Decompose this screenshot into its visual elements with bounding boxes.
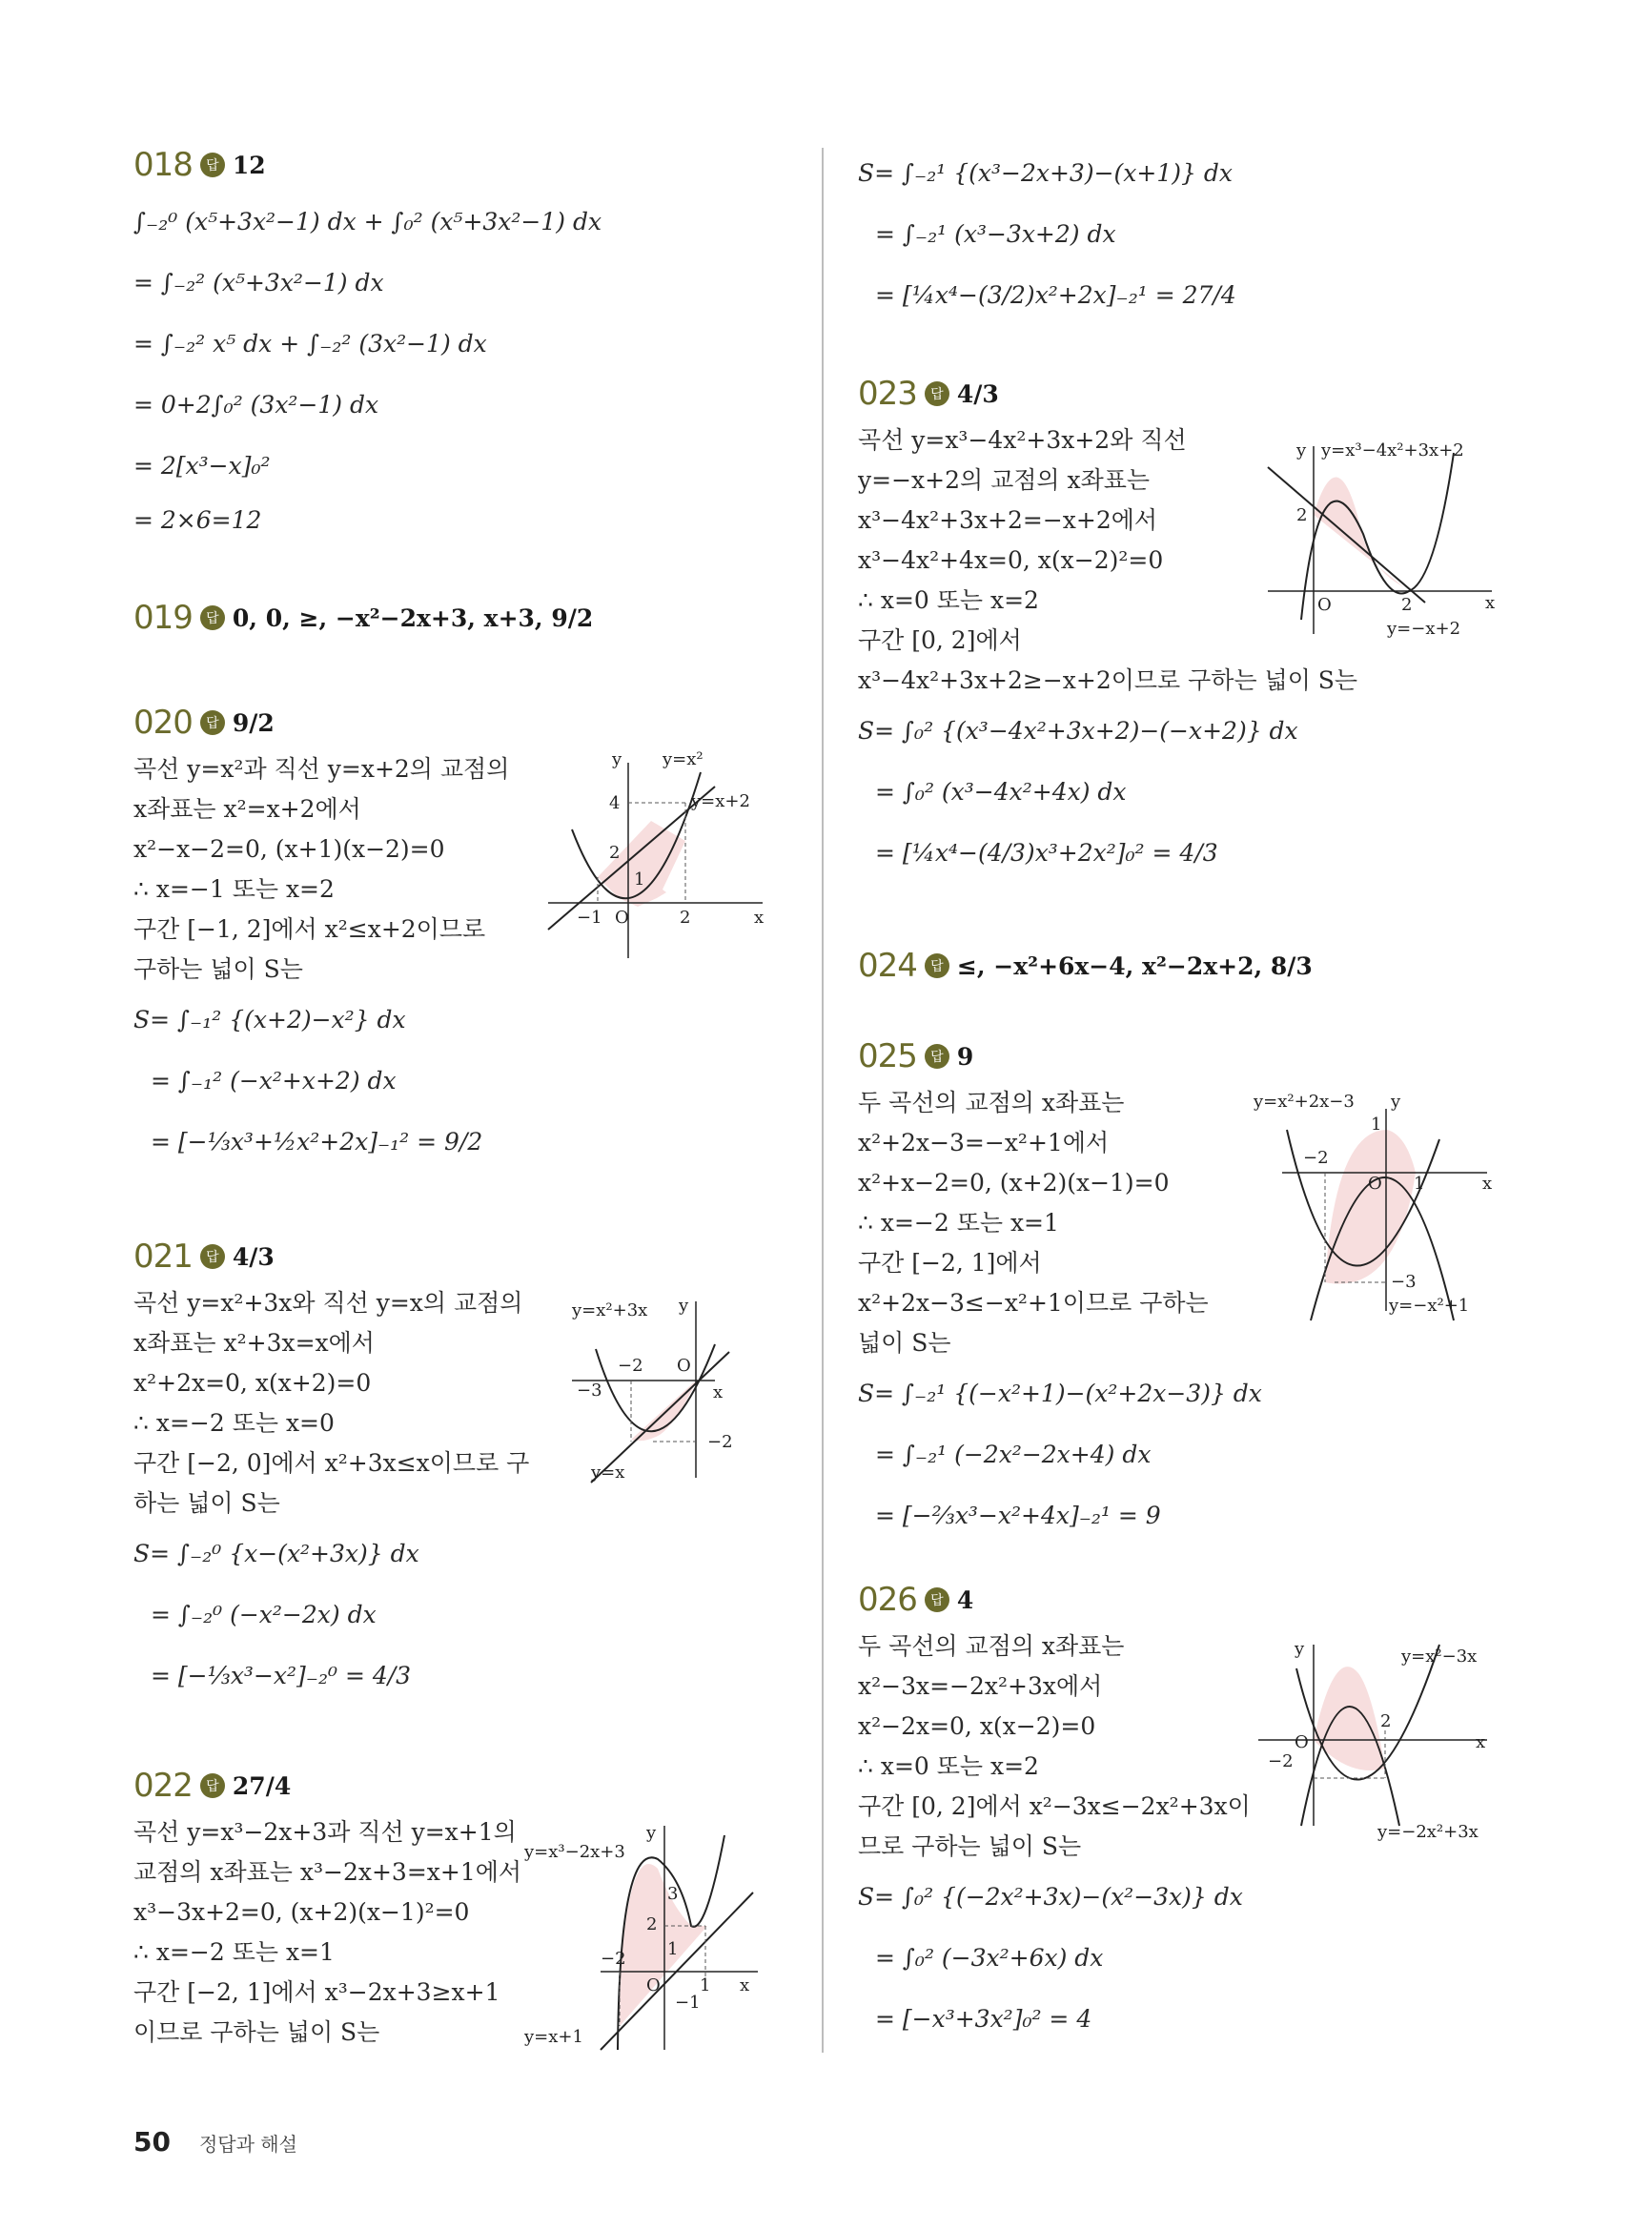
answer-badge: 답 [200,1244,225,1269]
tick-label: 1 [634,869,645,890]
explanation-line: ∴ x=−2 또는 x=1 [133,1938,335,1966]
answer-badge: 답 [925,381,949,406]
explanation-line: 곡선 y=x²과 직선 y=x+2의 교점의 [133,755,510,783]
shaded-region [1314,1667,1385,1770]
solution-line: = [−⅔x³−x²+4x]₋₂¹ = 9 [875,1502,1161,1529]
graph-023 [1268,439,1535,647]
tick-label: 2 [1401,595,1413,615]
tick-label: −2 [601,1949,626,1969]
explanation-line: x²+2x−3≤−x²+1이므로 구하는 [858,1289,1209,1317]
solution-line: S= ∫₋₂¹ {(−x²+1)−(x²+2x−3)} dx [858,1380,1262,1407]
answer-text: 9 [956,1042,974,1071]
line-label: y=x+1 [524,2027,583,2047]
explanation-line: x²+x−2=0, (x+2)(x−1)=0 [858,1169,1170,1197]
tick-label: 2 [609,843,621,863]
tick-label: −3 [1391,1272,1417,1292]
y-label: y [1391,1092,1401,1112]
explanation-line: x좌표는 x²=x+2에서 [133,795,361,823]
solution-line: = [−⅓x³−x²]₋₂⁰ = 4/3 [151,1662,412,1689]
explanation-line: 구간 [−1, 2]에서 x²≤x+2이므로 [133,915,486,943]
tick-label: 4 [609,793,621,813]
explanation-line: 넓이 S는 [858,1329,951,1357]
problem-022 [133,1759,820,2053]
explanation-line: x³−4x²+3x+2≥−x+2이므로 구하는 넓이 S는 [858,666,1358,694]
x-label: x [754,908,765,928]
answer-text: 4 [956,1586,974,1614]
tick-label: −1 [577,908,602,928]
origin-label: O [1317,595,1332,615]
answer-badge: 답 [200,1773,225,1798]
answer-badge: 답 [200,153,225,177]
solution-line: S= ∫₀² {(x³−4x²+3x+2)−(−x+2)} dx [858,717,1298,745]
problem-022-continued [858,143,1544,326]
page-number: 50 [133,2126,171,2158]
solution-line: = ∫₋₂⁰ (−x²−2x) dx [151,1601,377,1628]
x-label: x [713,1382,724,1402]
solution-line: = [−⅓x³+½x²+2x]₋₁² = 9/2 [151,1128,483,1156]
answer-badge: 답 [925,1587,949,1612]
curve-label: y=x²+2x−3 [1254,1092,1355,1112]
y-label: y [1296,440,1307,460]
tick-label: 1 [667,1939,679,1959]
problem-018 [133,138,820,544]
y-label: y [646,1823,657,1843]
problem-number: 019 [133,599,193,637]
column-divider [822,148,824,2053]
explanation-line: x²+2x−3=−x²+1에서 [858,1129,1110,1156]
explanation-line: 두 곡선의 교점의 x좌표는 [858,1632,1125,1660]
tick-label: 2 [1296,505,1308,525]
explanation-line: 곡선 y=x²+3x와 직선 y=x의 교점의 [133,1289,523,1317]
solution-line: S= ∫₋₂¹ {(x³−2x+3)−(x+1)} dx [858,159,1233,187]
explanation-line: x³−4x²+4x=0, x(x−2)²=0 [858,546,1164,574]
explanation-line: 하는 넓이 S는 [133,1489,280,1517]
explanation-line: ∴ x=−2 또는 x=0 [133,1409,335,1437]
tick-label: 2 [646,1914,658,1934]
explanation-line: y=−x+2의 교점의 x좌표는 [858,466,1151,494]
x-label: x [1476,1732,1486,1752]
tick-label: 2 [1380,1711,1392,1731]
explanation-line: ∴ x=−2 또는 x=1 [858,1209,1059,1237]
explanation-line: 므로 구하는 넓이 S는 [858,1832,1082,1860]
tick-label: −2 [1303,1148,1329,1168]
answer-text: 4/3 [956,379,999,408]
solution-line: = ∫₋₂¹ (−2x²−2x+4) dx [875,1441,1152,1468]
answer-text: ≤, −x²+6x−4, x²−2x+2, 8/3 [956,951,1313,980]
problem-025 [858,1030,1544,1546]
graph-022 [524,1821,791,2058]
curve-label: y=x² [663,749,704,769]
solution-line: = ∫₋₂² x⁵ dx + ∫₋₂² (3x²−1) dx [133,330,487,358]
answer-text: 12 [232,151,266,179]
explanation-line: 구간 [0, 2]에서 [858,626,1022,654]
curve-label: y=x³−4x²+3x+2 [1321,440,1464,460]
answer-badge: 답 [925,1044,949,1069]
tick-label: −2 [618,1356,643,1376]
origin-label: O [677,1356,691,1376]
solution-line: = 2[x³−x]₀² [133,452,271,480]
problem-019 [133,591,820,644]
problem-number: 021 [133,1238,193,1276]
tick-label: 3 [667,1884,679,1904]
explanation-line: x²−2x=0, x(x−2)=0 [858,1712,1096,1740]
curve-label: y=x²−3x [1401,1647,1478,1667]
explanation-line: 이므로 구하는 넓이 S는 [133,2018,380,2046]
answer-badge: 답 [200,605,225,630]
solution-line: S= ∫₋₂⁰ {x−(x²+3x)} dx [133,1540,419,1567]
line-label: y=x+2 [691,791,750,811]
explanation-line: x좌표는 x²+3x=x에서 [133,1329,375,1357]
tick-label: −1 [675,1993,701,2013]
problem-number: 024 [858,947,917,985]
problem-020 [133,696,820,1173]
line-label: y=−x+2 [1387,619,1461,639]
tick-label: −2 [1268,1751,1294,1771]
tick-label: 1 [700,1975,711,1995]
explanation-line: 두 곡선의 교점의 x좌표는 [858,1089,1125,1116]
line-label: y=x [591,1463,625,1483]
answer-text: 4/3 [232,1242,275,1271]
answer-text: 0, 0, ≥, −x²−2x+3, x+3, 9/2 [232,604,594,632]
answer-text: 27/4 [232,1771,292,1800]
graph-020 [548,749,777,967]
curve-label: y=−2x²+3x [1377,1822,1479,1842]
solution-line: = ∫₋₁² (−x²+x+2) dx [151,1067,397,1095]
problem-number: 022 [133,1767,193,1805]
solution-line: = ∫₋₂² (x⁵+3x²−1) dx [133,269,384,297]
graph-026 [1258,1635,1525,1858]
problem-023 [858,367,1544,884]
answer-text: 9/2 [232,708,275,737]
problem-026 [858,1573,1544,2050]
x-label: x [740,1975,750,1995]
explanation-line: 곡선 y=x³−2x+3과 직선 y=x+1의 [133,1818,517,1846]
solution-line: = [¼x⁴−(3/2)x²+2x]₋₂¹ = 27/4 [875,281,1236,309]
explanation-line: x³−3x+2=0, (x+2)(x−1)²=0 [133,1898,470,1926]
explanation-line: 곡선 y=x³−4x²+3x+2와 직선 [858,426,1187,454]
curve-label: y=x²+3x [572,1300,648,1320]
solution-line: S= ∫₋₁² {(x+2)−x²} dx [133,1006,406,1033]
solution-line: = [−x³+3x²]₀² = 4 [875,2005,1092,2033]
solution-line: S= ∫₀² {(−2x²+3x)−(x²−3x)} dx [858,1883,1243,1911]
problem-number: 020 [133,704,193,742]
answer-badge: 답 [200,710,225,735]
tick-label: 1 [1414,1174,1425,1194]
solution-line: = 2×6=12 [133,506,262,534]
solution-line: = ∫₀² (x³−4x²+4x) dx [875,778,1127,806]
curve-label: y=−x²+1 [1389,1296,1470,1316]
explanation-line: ∴ x=0 또는 x=2 [858,1752,1039,1780]
solution-line: = [¼x⁴−(4/3)x³+2x²]₀² = 4/3 [875,839,1218,867]
explanation-line: 구하는 넓이 S는 [133,955,303,983]
origin-label: O [1368,1174,1382,1194]
graph-021 [572,1297,791,1491]
curve-label: y=x³−2x+3 [524,1842,625,1862]
explanation-line: 구간 [−2, 1]에서 x³−2x+3≥x+1 [133,1978,500,2006]
solution-line: ∫₋₂⁰ (x⁵+3x²−1) dx + ∫₀² (x⁵+3x²−1) dx [133,208,602,235]
x-label: x [1482,1174,1493,1194]
problem-number: 018 [133,146,193,184]
graph-025 [1254,1092,1520,1324]
tick-label: −2 [707,1432,733,1452]
problem-number: 026 [858,1581,917,1619]
problem-024 [858,939,1544,992]
explanation-line: 구간 [−2, 1]에서 [858,1249,1042,1277]
explanation-line: x³−4x²+3x+2=−x+2에서 [858,506,1158,534]
solution-line: = ∫₋₂¹ (x³−3x+2) dx [875,220,1116,248]
explanation-line: x²−3x=−2x²+3x에서 [858,1672,1103,1700]
x-label: x [1485,593,1496,613]
shaded-region [1314,477,1404,587]
footer-title: 정답과 해설 [198,2133,297,2156]
explanation-line: x²−x−2=0, (x+1)(x−2)=0 [133,835,445,863]
explanation-line: x²+2x=0, x(x+2)=0 [133,1369,372,1397]
solution-line: = ∫₀² (−3x²+6x) dx [875,1944,1104,1972]
tick-label: 2 [680,908,691,928]
tick-label: 1 [1371,1115,1382,1135]
y-label: y [612,749,622,769]
problem-021 [133,1230,820,1707]
origin-label: O [1295,1732,1309,1752]
problem-number: 025 [858,1037,917,1075]
y-label: y [679,1296,689,1316]
explanation-line: ∴ x=−1 또는 x=2 [133,875,335,903]
solution-line: = 0+2∫₀² (3x²−1) dx [133,391,379,419]
explanation-line: 구간 [−2, 0]에서 x²+3x≤x이므로 구 [133,1449,530,1477]
page-footer [133,2126,297,2158]
origin-label: O [615,908,629,928]
tick-label: −3 [577,1381,602,1401]
origin-label: O [646,1975,661,1995]
explanation-line: 교점의 x좌표는 x³−2x+3=x+1에서 [133,1858,522,1886]
answer-badge: 답 [925,953,949,978]
y-label: y [1295,1639,1305,1659]
explanation-line: ∴ x=0 또는 x=2 [858,586,1039,614]
explanation-line: 구간 [0, 2]에서 x²−3x≤−2x²+3x이 [858,1792,1251,1820]
shaded-region [1325,1130,1416,1284]
problem-number: 023 [858,375,917,413]
